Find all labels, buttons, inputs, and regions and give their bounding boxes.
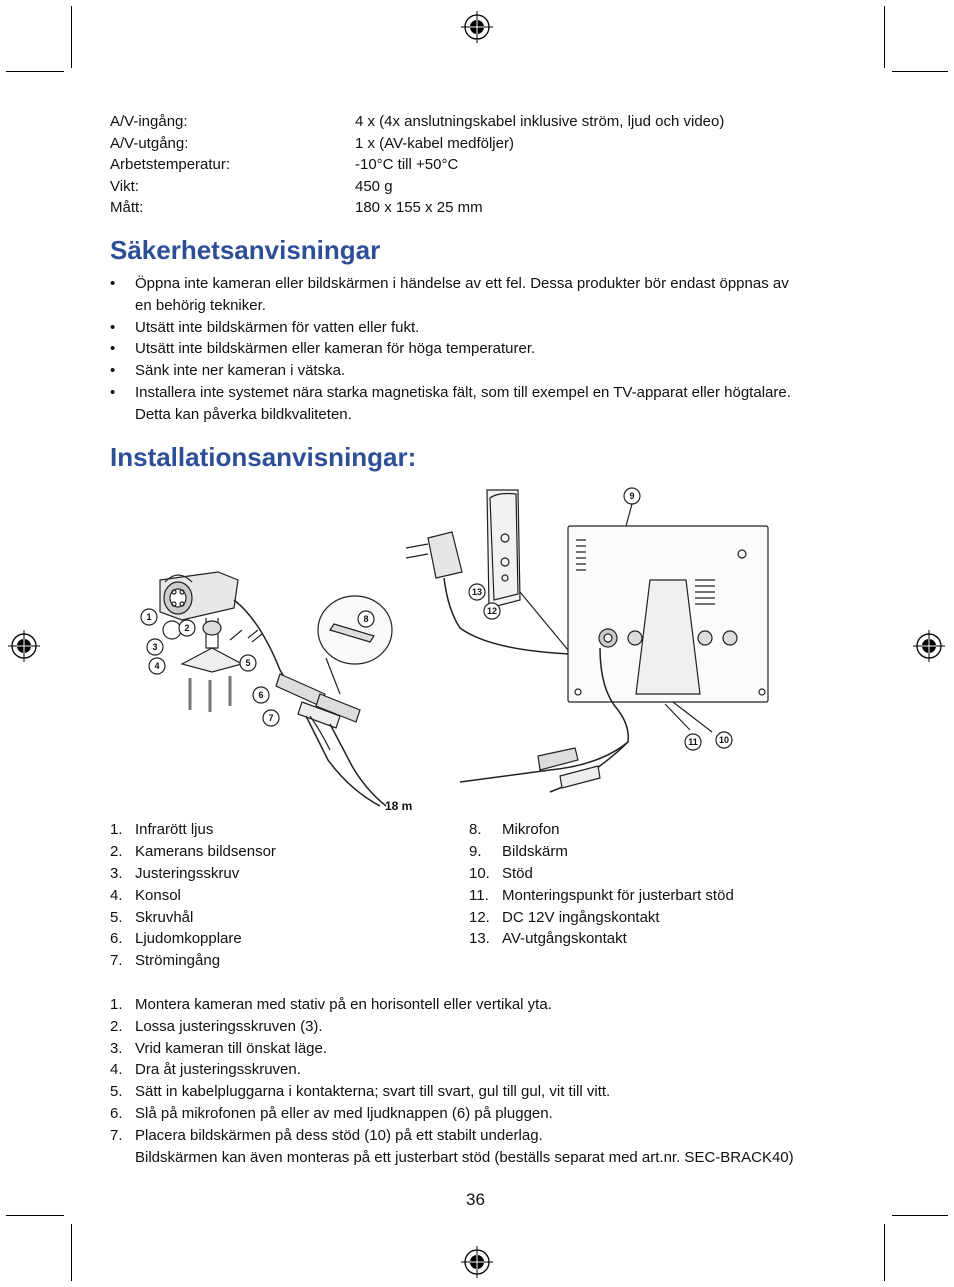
crop-mark	[892, 1215, 948, 1216]
callout-label: 11	[688, 737, 698, 747]
spec-label: Mått:	[110, 199, 144, 217]
callout-label: 8	[363, 614, 369, 624]
spec-label: A/V-ingång:	[110, 113, 188, 130]
list-item: • Utsätt inte bildskärmen eller kameran för höga temperaturer.	[110, 340, 536, 358]
list-item: 6. Slå på mikrofonen på eller av med ljudknappen (6) på pluggen.	[110, 1104, 553, 1122]
callout-label: 5	[245, 658, 251, 668]
callout-label: 3	[152, 642, 158, 652]
list-item: 2. Lossa justeringsskruven (3).	[110, 1017, 323, 1035]
crop-mark	[884, 1224, 885, 1281]
list-item: • Öppna inte kameran eller bildskärmen i händelse av ett fel. Dessa produkter bör endast öppnas av en behörig tekniker.	[110, 275, 789, 314]
spec-value: 450 g	[355, 177, 393, 195]
safety-heading: Säkerhetsanvisningar	[110, 235, 381, 265]
registration-mark-icon	[461, 11, 493, 43]
list-item: 5. Sätt in kabelpluggarna i kontakterna; svart till svart, gul till gul, vit till vitt.	[110, 1083, 611, 1101]
spec-value: 180 x 155 x 25 mm	[355, 199, 483, 217]
monitor-side-icon	[487, 490, 568, 650]
callout-label: 6	[258, 690, 264, 700]
spec-label: Arbetstemperatur:	[110, 156, 231, 174]
registration-mark-icon	[8, 630, 40, 662]
crop-mark	[71, 1224, 72, 1281]
spec-value: -10°C till +50°C	[355, 156, 459, 174]
callout-label: 4	[154, 661, 160, 671]
install-steps	[110, 994, 794, 1168]
list-item: 1. Montera kameran med stativ på en horisontell eller vertikal yta.	[110, 996, 552, 1013]
list-item: • Utsätt inte bildskärmen för vatten eller fukt.	[110, 318, 420, 336]
list-item: • Sänk inte ner kameran i vätska.	[110, 362, 346, 380]
spec-value: 4 x (4x anslutningskabel inklusive ström, ljud och video)	[355, 113, 725, 130]
cable-length-label: 18 m	[385, 799, 413, 813]
page-number: 36	[466, 1190, 485, 1209]
spec-value: 1 x (AV-kabel medföljer)	[355, 134, 514, 152]
camera-icon	[160, 572, 242, 712]
callout-label: 7	[268, 713, 274, 723]
list-item: 4. Dra åt justeringsskruven.	[110, 1061, 301, 1079]
registration-mark-icon	[461, 1246, 493, 1278]
crop-mark	[892, 71, 948, 72]
crop-mark	[6, 1215, 64, 1216]
crop-mark	[6, 71, 64, 72]
install-heading: Installationsanvisningar:	[110, 442, 417, 472]
callout-label: 2	[184, 623, 190, 633]
installation-diagram	[130, 480, 790, 815]
safety-list	[110, 273, 855, 426]
crop-mark	[884, 6, 885, 68]
spec-label: A/V-utgång:	[110, 134, 189, 152]
registration-mark-icon	[913, 630, 945, 662]
list-item: 7. Placera bildskärmen på dess stöd (10) på ett stabilt underlag. Bildskärmen kan även monteras på ett justerbart stöd (beställs separat med art.nr. SEC-BRACK40)	[110, 1126, 794, 1166]
list-item: • Installera inte systemet nära starka magnetiska fält, som till exempel en TV-apparat eller högtalare. Detta kan påverka bildkvaliteten.	[110, 383, 791, 423]
crop-mark	[71, 6, 72, 68]
cable-connector-icon	[276, 674, 386, 806]
callout-label: 1	[146, 612, 152, 622]
spec-label: Vikt:	[110, 177, 139, 195]
callout-label: 9	[629, 491, 635, 501]
list-item: 3. Vrid kameran till önskat läge.	[110, 1039, 328, 1057]
callout-label: 10	[718, 735, 730, 745]
callout-label: 13	[471, 587, 483, 597]
callout-label: 12	[486, 606, 498, 616]
